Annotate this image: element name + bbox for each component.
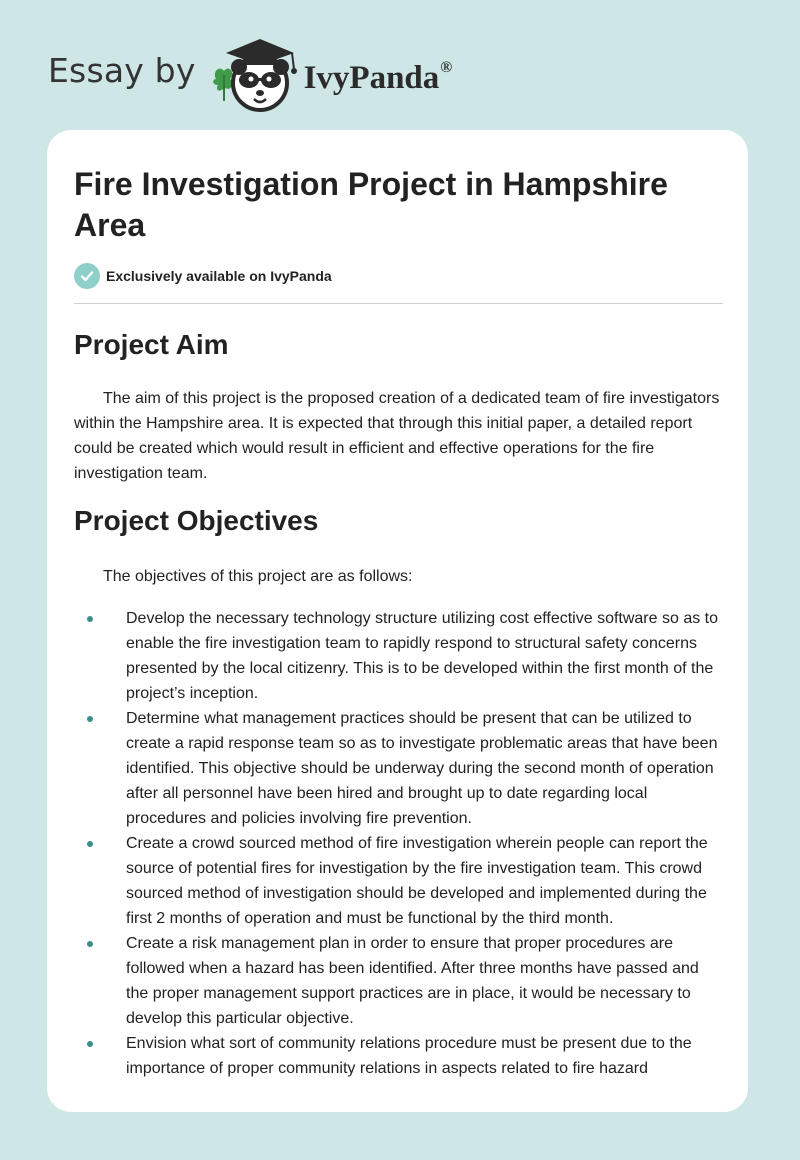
site-header bbox=[48, 30, 452, 120]
bullet-icon bbox=[87, 616, 93, 622]
registered-mark: ® bbox=[440, 59, 453, 76]
section-heading-project-aim: Project Aim bbox=[74, 329, 229, 360]
page-title: Fire Investigation Project in Hampshire Area bbox=[74, 166, 668, 243]
project-objectives-intro: The objectives of this project are as follows: bbox=[103, 568, 413, 585]
objectives-list bbox=[74, 606, 724, 1081]
title-divider bbox=[74, 303, 723, 304]
exclusive-badge-text: Exclusively available on IvyPanda bbox=[106, 268, 332, 284]
brand-name[interactable]: IvyPanda® bbox=[303, 59, 453, 96]
list-item bbox=[74, 706, 724, 831]
bullet-icon bbox=[87, 841, 93, 847]
article-card bbox=[47, 130, 748, 1112]
list-item bbox=[74, 931, 724, 1031]
project-aim-paragraph: The aim of this project is the proposed creation of a dedicated team of fire investigators within the Hampshire area. It is expected that through this initial paper, a detailed report could be created which would result in efficient and effective operations for the fire investigation team. bbox=[74, 390, 720, 482]
ivypanda-logo-icon[interactable] bbox=[210, 35, 302, 115]
list-item-text: Envision what sort of community relations procedure must be present due to the importance of proper community relations in aspects related to fire hazard bbox=[126, 1035, 692, 1077]
list-item-text: Develop the necessary technology structure utilizing cost effective software so as to enable the fire investigation team to rapidly respond to structural safety concerns presented by the local citizenry. This is to be developed within the first month of the project’s inception. bbox=[126, 610, 719, 702]
list-item bbox=[74, 1031, 724, 1081]
essay-by-label: Essay by bbox=[48, 50, 196, 90]
section-heading-project-objectives: Project Objectives bbox=[74, 505, 319, 536]
bullet-icon bbox=[87, 941, 93, 947]
bullet-icon bbox=[87, 1041, 93, 1047]
list-item bbox=[74, 606, 724, 706]
exclusive-badge bbox=[74, 263, 332, 289]
checkmark-icon bbox=[74, 263, 100, 289]
list-item-text: Determine what management practices should be present that can be utilized to create a rapid response team so as to investigate problematic areas that have been identified. This objective should be underway during the second month of operation after all personnel have been hired and brought up to date regarding local procedures and policies involving fire prevention. bbox=[126, 710, 718, 827]
list-item bbox=[74, 831, 724, 931]
list-item-text: Create a risk management plan in order to ensure that proper procedures are followed when a hazard has been identified. After three months have passed and the proper management support practices are in place, it would be necessary to develop this particular objective. bbox=[126, 935, 699, 1027]
list-item-text: Create a crowd sourced method of fire investigation wherein people can report the source of potential fires for investigation by the fire investigation team. This crowd sourced method of investigation should be developed and implemented during the first 2 months of operation and must be functional by the third month. bbox=[126, 835, 708, 927]
bullet-icon bbox=[87, 716, 93, 722]
